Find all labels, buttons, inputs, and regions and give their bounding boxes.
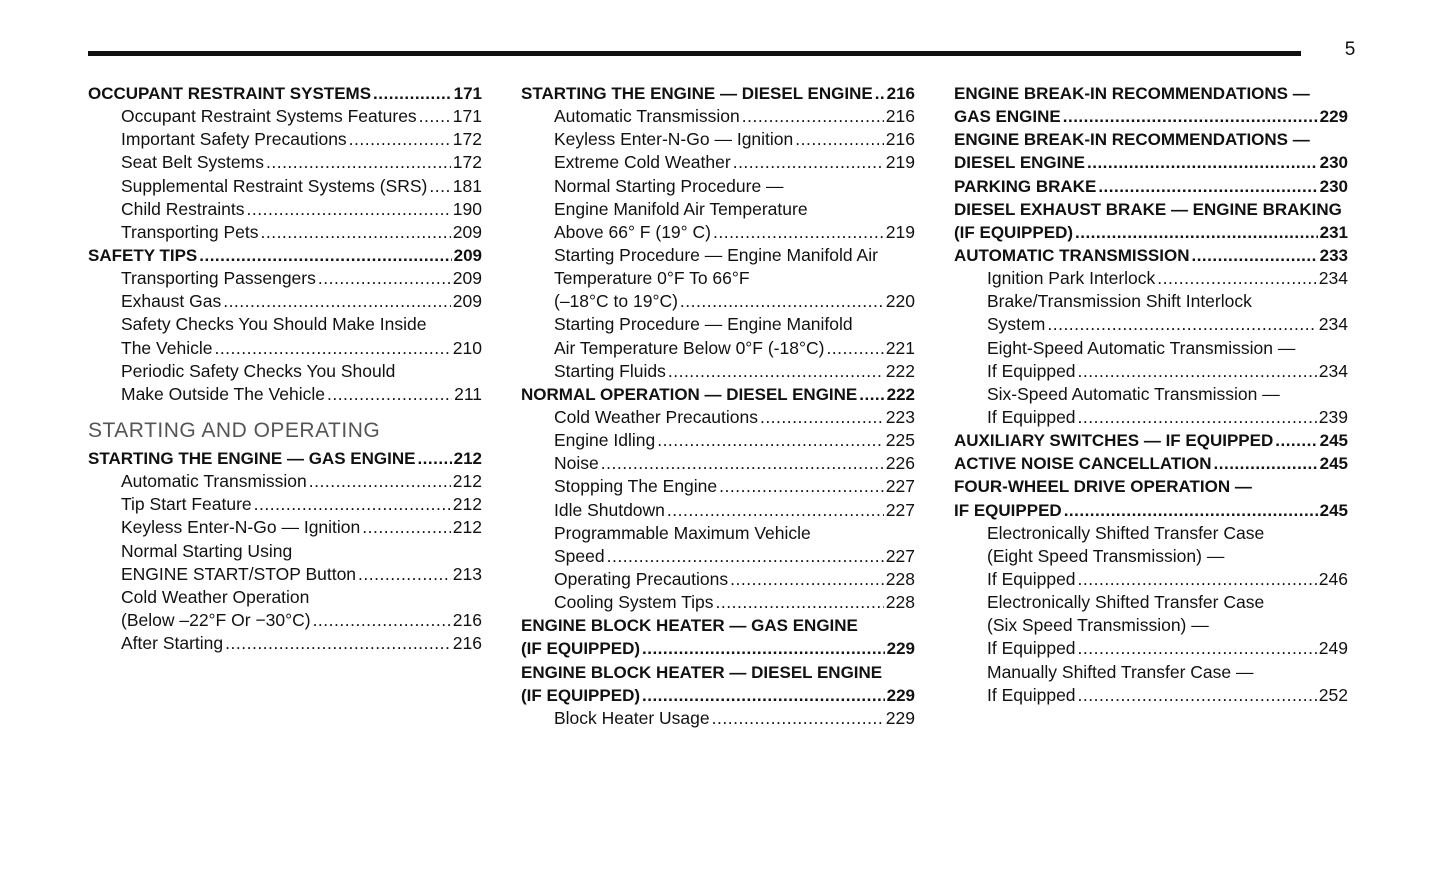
dot-leader [254, 493, 451, 516]
toc-subentry[interactable] [521, 105, 915, 128]
toc-subentry[interactable] [954, 290, 1348, 313]
toc-subentry[interactable] [954, 360, 1348, 383]
toc-subentry[interactable] [88, 105, 482, 128]
toc-entry-title: ENGINE BLOCK HEATER — DIESEL ENGINE [521, 662, 883, 682]
toc-entry-title: IF EQUIPPED [954, 500, 1062, 520]
toc-heading-entry[interactable] [954, 198, 1348, 221]
toc-page-number: 172 [452, 129, 482, 150]
toc-heading-entry[interactable] [954, 244, 1348, 267]
toc-entry-title: Keyless Enter-N-Go — Ignition [554, 129, 794, 150]
dot-leader [1157, 267, 1317, 290]
toc-subentry[interactable] [521, 545, 915, 568]
toc-entry-title: System [987, 314, 1046, 335]
toc-subentry[interactable] [88, 151, 482, 174]
toc-heading-entry[interactable] [954, 175, 1348, 198]
toc-entry-title: (IF EQUIPPED) [954, 222, 1074, 242]
toc-entry-title: Six-Speed Automatic Transmission — [987, 383, 1280, 404]
dot-leader [419, 105, 451, 128]
toc-entry-title: STARTING THE ENGINE — DIESEL ENGINE [521, 84, 873, 103]
toc-subentry[interactable] [88, 128, 482, 151]
toc-page-number: 228 [885, 592, 915, 613]
toc-heading-entry[interactable] [521, 684, 915, 707]
toc-page-number: 219 [885, 221, 915, 242]
toc-heading-entry[interactable] [521, 637, 915, 660]
dot-leader [760, 406, 884, 429]
toc-page-number: 229 [885, 707, 915, 728]
toc-entry-title: The Vehicle [121, 337, 213, 358]
dot-leader [680, 290, 884, 313]
toc-entry-title: Exhaust Gas [121, 291, 222, 312]
toc-subentry[interactable] [521, 406, 915, 429]
toc-subentry[interactable] [521, 128, 915, 151]
toc-entry-title: Starting Fluids [554, 360, 666, 381]
toc-subentry[interactable] [521, 151, 915, 174]
dot-leader [373, 82, 452, 105]
dot-leader [1275, 429, 1317, 452]
dot-leader [742, 105, 884, 128]
toc-page-number: 210 [452, 337, 482, 358]
toc-subentry[interactable] [88, 337, 482, 360]
toc-entry-title: PARKING BRAKE [954, 176, 1097, 196]
dot-leader [362, 516, 451, 539]
toc-entry-title: Speed [554, 545, 605, 566]
toc-page-number: 225 [885, 430, 915, 451]
header-rule [88, 51, 1301, 56]
toc-page-number: 245 [1319, 431, 1348, 451]
dot-leader [713, 221, 884, 244]
dot-leader [712, 707, 884, 730]
toc-page-number: 229 [1319, 107, 1348, 127]
toc-page-number: 246 [1318, 568, 1348, 589]
toc-entry-title: Brake/Transmission Shift Interlock [987, 291, 1252, 312]
toc-page-number: 226 [885, 453, 915, 474]
toc-subentry[interactable] [954, 684, 1348, 707]
toc-page-number: 252 [1318, 684, 1348, 705]
toc-subentry[interactable] [88, 267, 482, 290]
toc-subentry[interactable] [521, 290, 915, 313]
toc-heading-entry[interactable] [521, 383, 915, 406]
toc-subentry[interactable] [521, 568, 915, 591]
toc-column-3 [954, 82, 1348, 707]
toc-subentry[interactable] [521, 221, 915, 244]
toc-subentry[interactable] [521, 522, 915, 545]
toc-entry-title: STARTING THE ENGINE — GAS ENGINE [88, 448, 416, 468]
toc-subentry[interactable] [521, 452, 915, 475]
toc-page-number: 212 [452, 517, 482, 538]
toc-heading-entry[interactable] [954, 151, 1348, 174]
toc-entry-title: Manually Shifted Transfer Case — [987, 661, 1254, 682]
toc-heading-entry[interactable] [954, 105, 1348, 128]
dot-leader [1064, 499, 1318, 522]
dot-leader [667, 499, 884, 522]
toc-heading-entry[interactable] [88, 244, 482, 267]
dot-leader [358, 563, 451, 586]
dot-leader [601, 452, 884, 475]
toc-subentry[interactable] [954, 614, 1348, 637]
toc-entry-title: Child Restraints [121, 198, 245, 219]
dot-leader [716, 591, 884, 614]
toc-entry-title: ENGINE BREAK-IN RECOMMENDATIONS — [954, 130, 1310, 150]
dot-leader [1075, 221, 1318, 244]
toc-subentry[interactable] [954, 406, 1348, 429]
toc-entry-title: Starting Procedure — Engine Manifold Air [554, 244, 878, 265]
toc-heading-entry[interactable] [88, 447, 482, 470]
toc-heading-entry[interactable] [521, 82, 915, 105]
toc-entry-title: Programmable Maximum Vehicle [554, 522, 811, 543]
toc-page-number: 221 [885, 337, 915, 358]
dot-leader [247, 198, 451, 221]
toc-subentry[interactable] [521, 244, 915, 267]
dot-leader [1063, 105, 1318, 128]
toc-page-number: 223 [885, 406, 915, 427]
toc-subentry[interactable] [954, 661, 1348, 684]
toc-subentry[interactable] [521, 707, 915, 730]
toc-page-number: 213 [452, 563, 482, 584]
toc-page-number: 216 [886, 84, 915, 103]
dot-leader [733, 151, 884, 174]
dot-leader [266, 151, 451, 174]
toc-entry-title: Noise [554, 453, 599, 474]
toc-page-number: 245 [1319, 500, 1348, 520]
toc-page-number: 216 [452, 633, 482, 654]
toc-entry-title: Important Safety Precautions [121, 129, 347, 150]
toc-entry-title: Transporting Pets [121, 221, 259, 242]
toc-entry-title: NORMAL OPERATION — DIESEL ENGINE [521, 384, 858, 404]
toc-page-number: 230 [1319, 176, 1348, 196]
toc-entry-title: DIESEL EXHAUST BRAKE — ENGINE BRAKING [954, 199, 1342, 219]
toc-subentry[interactable] [954, 522, 1348, 545]
toc-page-number: 181 [452, 175, 482, 196]
toc-entry-title: Seat Belt Systems [121, 152, 264, 173]
toc-entry-title: FOUR-WHEEL DRIVE OPERATION — [954, 477, 1252, 497]
toc-column-1 [88, 82, 482, 655]
dot-leader [1098, 175, 1317, 198]
toc-entry-title: Periodic Safety Checks You Should [121, 360, 396, 381]
toc-subentry[interactable] [88, 198, 482, 221]
page-number: 5 [1344, 39, 1356, 60]
toc-subentry[interactable] [88, 360, 482, 383]
toc-entry-title: Air Temperature Below 0°F (-18°C) [554, 337, 825, 358]
toc-page-number: 216 [452, 609, 482, 630]
toc-page-number: 209 [452, 268, 482, 289]
toc-entry-title: SAFETY TIPS [88, 245, 198, 265]
dot-leader [313, 609, 451, 632]
toc-page-number: 230 [1319, 153, 1348, 173]
dot-leader [1214, 452, 1318, 475]
toc-entry-title: (–18°C to 19°C) [554, 291, 678, 312]
toc-entry-title: (IF EQUIPPED) [521, 639, 641, 659]
toc-subentry[interactable] [88, 563, 482, 586]
dot-leader [730, 568, 884, 591]
toc-subentry[interactable] [88, 290, 482, 313]
toc-page-number: 190 [452, 198, 482, 219]
dot-leader [642, 637, 885, 660]
toc-heading-entry[interactable] [521, 661, 915, 684]
toc-page-number: 227 [885, 476, 915, 497]
toc-entry-title: Temperature 0°F To 66°F [554, 268, 750, 289]
toc-page-number: 172 [452, 152, 482, 173]
toc-subentry[interactable] [954, 591, 1348, 614]
toc-entry-title: If Equipped [987, 684, 1076, 705]
toc-subentry[interactable] [521, 337, 915, 360]
dot-leader [795, 128, 884, 151]
toc-page-number: 222 [885, 360, 915, 381]
dot-leader [318, 267, 451, 290]
toc-entry-title: Engine Idling [554, 430, 656, 451]
toc-page-number: 216 [885, 129, 915, 150]
toc-page-number: 222 [886, 384, 915, 404]
toc-heading-entry[interactable] [954, 82, 1348, 105]
toc-subentry[interactable] [88, 586, 482, 609]
toc-page-number: 212 [452, 494, 482, 515]
dot-leader [1078, 406, 1317, 429]
toc-subentry[interactable] [88, 313, 482, 336]
toc-page-number: 227 [885, 499, 915, 520]
toc-entry-title: Starting Procedure — Engine Manifold [554, 314, 853, 335]
toc-entry-title: Normal Starting Using [121, 540, 293, 561]
toc-heading-entry[interactable] [954, 475, 1348, 498]
toc-entry-title: If Equipped [987, 360, 1076, 381]
toc-page-number: 227 [885, 545, 915, 566]
toc-entry-title: After Starting [121, 633, 224, 654]
toc-page-number: 212 [453, 448, 482, 468]
toc-subentry[interactable] [88, 470, 482, 493]
toc-entry-title: Safety Checks You Should Make Inside [121, 314, 427, 335]
toc-entry-title: AUTOMATIC TRANSMISSION [954, 245, 1190, 265]
toc-subentry[interactable] [88, 632, 482, 655]
toc-page-number: 245 [1319, 454, 1348, 474]
toc-subentry[interactable] [521, 499, 915, 522]
dot-leader [859, 383, 884, 406]
toc-subentry[interactable] [521, 475, 915, 498]
toc-entry-title: Engine Manifold Air Temperature [554, 198, 808, 219]
toc-page-number: 228 [885, 568, 915, 589]
dot-leader [1047, 313, 1316, 336]
toc-page-number: 209 [453, 245, 482, 265]
toc-entry-title: ENGINE BREAK-IN RECOMMENDATIONS — [954, 84, 1310, 103]
toc-page-number: 229 [886, 639, 915, 659]
toc-page-number: 234 [1318, 268, 1348, 289]
dot-leader [1078, 637, 1317, 660]
dot-leader [642, 684, 885, 707]
toc-entry-title: If Equipped [987, 568, 1076, 589]
dot-leader [309, 470, 451, 493]
toc-entry-title: ACTIVE NOISE CANCELLATION [954, 454, 1212, 474]
toc-entry-title: Occupant Restraint Systems Features [121, 106, 417, 127]
toc-subentry[interactable] [88, 609, 482, 632]
toc-entry-title: DIESEL ENGINE [954, 153, 1085, 173]
dot-leader [719, 475, 884, 498]
toc-heading-entry[interactable] [88, 82, 482, 105]
toc-page-number: 234 [1318, 360, 1348, 381]
toc-page-number: 233 [1319, 245, 1348, 265]
toc-entry-title: (IF EQUIPPED) [521, 685, 641, 705]
dot-leader [327, 383, 452, 406]
toc-entry-title: Automatic Transmission [554, 106, 740, 127]
toc-entry-title: Automatic Transmission [121, 471, 307, 492]
dot-leader [607, 545, 884, 568]
toc-entry-title: (Six Speed Transmission) — [987, 615, 1209, 636]
toc-subentry[interactable] [88, 540, 482, 563]
toc-entry-title: Supplemental Restraint Systems (SRS) [121, 175, 428, 196]
toc-entry-title: Idle Shutdown [554, 499, 665, 520]
toc-entry-title: If Equipped [987, 406, 1076, 427]
toc-heading-entry[interactable] [954, 429, 1348, 452]
dot-leader [1191, 244, 1317, 267]
toc-page-number: 209 [452, 291, 482, 312]
toc-entry-title: Cooling System Tips [554, 592, 714, 613]
toc-entry-title: OCCUPANT RESTRAINT SYSTEMS [88, 84, 372, 103]
dot-leader [417, 447, 451, 470]
toc-entry-title: Keyless Enter-N-Go — Ignition [121, 517, 361, 538]
dot-leader [223, 290, 451, 313]
section-title: STARTING AND OPERATING [88, 418, 381, 442]
toc-entry-title: (Eight Speed Transmission) — [987, 545, 1225, 566]
toc-entry-title: Cold Weather Operation [121, 586, 310, 607]
toc-entry-title: (Below –22°F Or −30°C) [121, 609, 311, 630]
toc-subentry[interactable] [521, 591, 915, 614]
toc-page-number: 171 [452, 106, 482, 127]
toc-entry-title: Make Outside The Vehicle [121, 383, 325, 404]
toc-heading-entry[interactable] [954, 221, 1348, 244]
toc-entry-title: ENGINE START/STOP Button [121, 563, 357, 584]
dot-leader [199, 244, 451, 267]
toc-page-number: 209 [452, 221, 482, 242]
toc-page-number: 239 [1318, 406, 1348, 427]
dot-leader [668, 360, 884, 383]
toc-entry-title: If Equipped [987, 638, 1076, 659]
toc-page-number: 249 [1318, 638, 1348, 659]
toc-subentry[interactable] [88, 493, 482, 516]
dot-leader [429, 175, 450, 198]
toc-subentry[interactable] [954, 637, 1348, 660]
toc-entry-title: Stopping The Engine [554, 476, 718, 497]
toc-column-2 [521, 82, 915, 730]
toc-entry-title: GAS ENGINE [954, 107, 1061, 127]
dot-leader [1078, 684, 1317, 707]
toc-subentry[interactable] [88, 383, 482, 406]
toc-page-number: 234 [1318, 314, 1348, 335]
toc-subentry[interactable] [954, 337, 1348, 360]
toc-heading-entry[interactable] [954, 452, 1348, 475]
toc-page-number: 231 [1319, 222, 1348, 242]
toc-subentry[interactable] [954, 267, 1348, 290]
toc-page-number: 220 [885, 291, 915, 312]
toc-entry-title: Electronically Shifted Transfer Case [987, 522, 1265, 543]
toc-subentry[interactable] [521, 267, 915, 290]
toc-subentry[interactable] [521, 198, 915, 221]
dot-leader [826, 337, 883, 360]
toc-entry-title: Cold Weather Precautions [554, 406, 758, 427]
toc-page-number: 229 [886, 685, 915, 705]
toc-subentry[interactable] [521, 313, 915, 336]
toc-page-number: 216 [885, 106, 915, 127]
toc-entry-title: Tip Start Feature [121, 494, 252, 515]
toc-subentry[interactable] [88, 516, 482, 539]
toc-subentry[interactable] [954, 568, 1348, 591]
toc-subentry[interactable] [521, 429, 915, 452]
toc-subentry[interactable] [88, 175, 482, 198]
toc-page-number: 219 [885, 152, 915, 173]
toc-entry-title: ENGINE BLOCK HEATER — GAS ENGINE [521, 616, 858, 636]
toc-subentry[interactable] [521, 175, 915, 198]
dot-leader [225, 632, 451, 655]
toc-entry-title: Above 66° F (19° C) [554, 221, 711, 242]
dot-leader [1078, 568, 1317, 591]
dot-leader [1078, 360, 1317, 383]
toc-entry-title: Electronically Shifted Transfer Case [987, 592, 1265, 613]
toc-heading-entry[interactable] [521, 614, 915, 637]
toc-entry-title: AUXILIARY SWITCHES — IF EQUIPPED [954, 431, 1274, 451]
toc-page-number: 211 [454, 383, 482, 404]
toc-heading-entry[interactable] [954, 128, 1348, 151]
toc-subentry[interactable] [954, 545, 1348, 568]
toc-entry-title: Extreme Cold Weather [554, 152, 731, 173]
toc-heading-entry[interactable] [954, 499, 1348, 522]
toc-entry-title: Transporting Passengers [121, 268, 316, 289]
toc-page-number: 171 [453, 84, 482, 103]
toc-subentry[interactable] [954, 383, 1348, 406]
dot-leader [875, 82, 885, 105]
toc-entry-title: Eight-Speed Automatic Transmission — [987, 337, 1296, 358]
toc-subentry[interactable] [521, 360, 915, 383]
toc-page-number: 212 [452, 471, 482, 492]
toc-entry-title: Ignition Park Interlock [987, 268, 1156, 289]
toc-subentry[interactable] [954, 313, 1348, 336]
dot-leader [260, 221, 450, 244]
dot-leader [657, 429, 884, 452]
dot-leader [1087, 151, 1318, 174]
toc-entry-title: Operating Precautions [554, 568, 729, 589]
dot-leader [214, 337, 450, 360]
toc-entry-title: Block Heater Usage [554, 707, 710, 728]
toc-subentry[interactable] [88, 221, 482, 244]
dot-leader [349, 128, 451, 151]
toc-entry-title: Normal Starting Procedure — [554, 175, 784, 196]
